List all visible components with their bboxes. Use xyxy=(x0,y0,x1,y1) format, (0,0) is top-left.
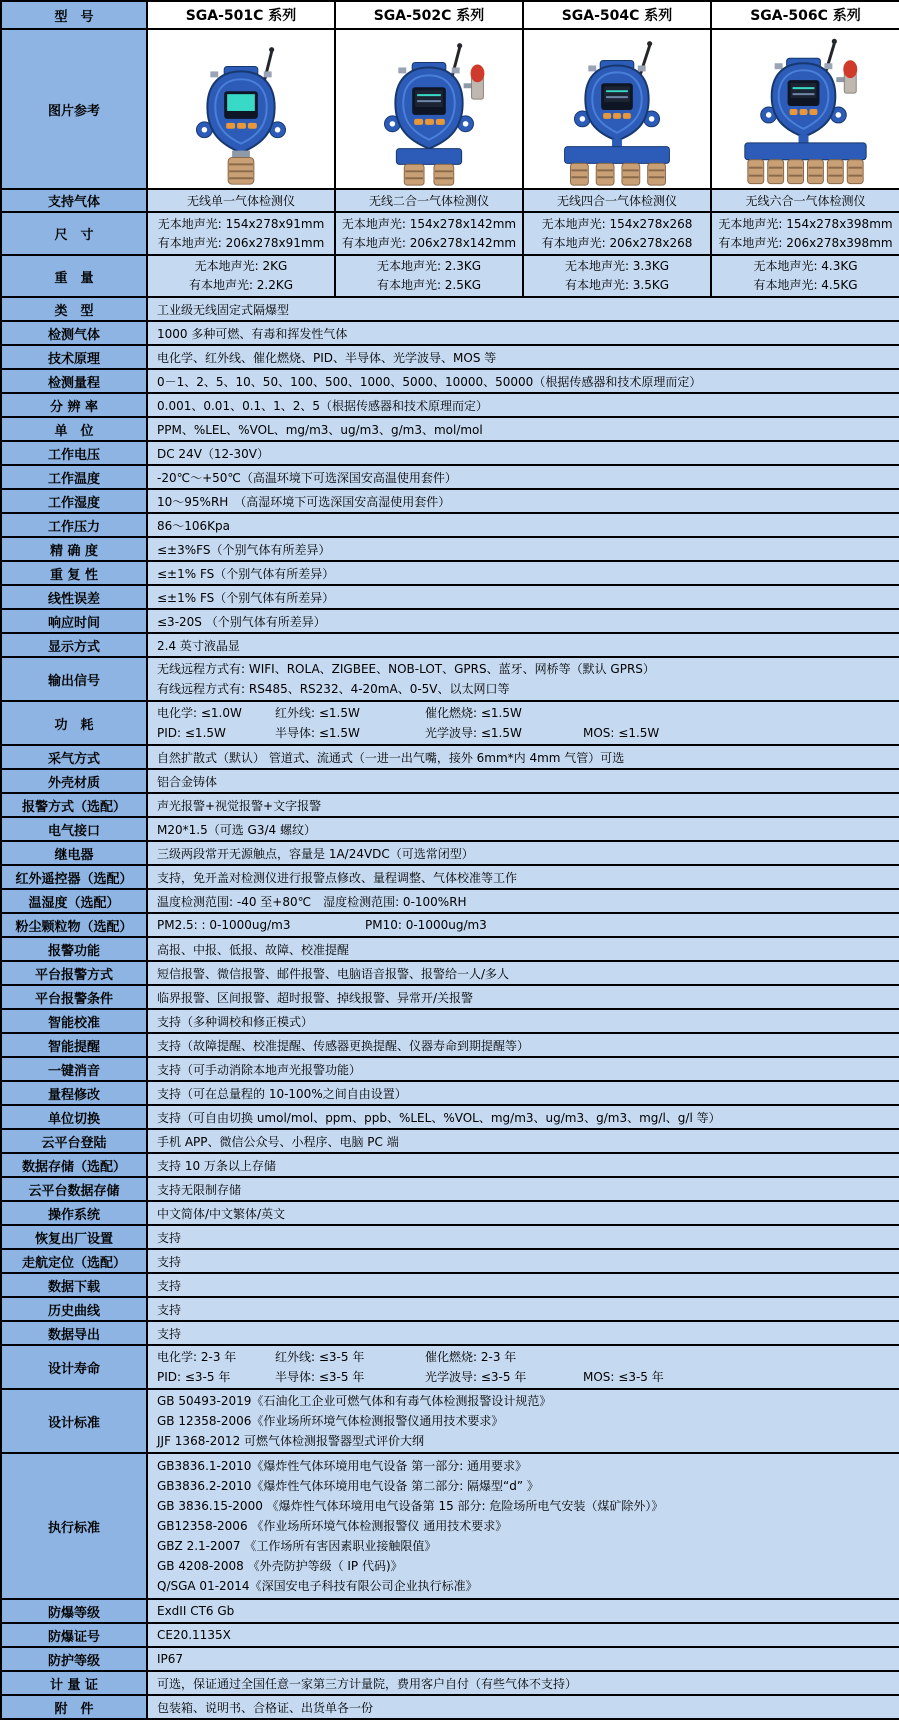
row-power-consumption xyxy=(1,701,899,745)
sensor-heads xyxy=(748,160,863,184)
row-explosion-proof-cert xyxy=(1,1623,899,1647)
row-label: 电气接口 xyxy=(1,817,147,841)
row-label: 工作湿度 xyxy=(1,489,147,513)
row-value: 铝合金铸体 xyxy=(147,769,899,793)
row-cloud-data-storage xyxy=(1,1177,899,1201)
row-label: 温湿度（选配） xyxy=(1,889,147,913)
row-label: 工作压力 xyxy=(1,513,147,537)
row-weight xyxy=(1,255,899,297)
row-resolution xyxy=(1,393,899,417)
row-history-curve xyxy=(1,1297,899,1321)
row-value: 支持 xyxy=(147,1297,899,1321)
row-value: PM2.5: : 0-1000ug/m3 PM10: 0-1000ug/m3 xyxy=(147,913,899,937)
model-name-sga-502c: SGA-502C 系列 xyxy=(335,1,523,29)
row-dimensions xyxy=(1,212,899,255)
row-working-pressure xyxy=(1,513,899,537)
row-label: 检测量程 xyxy=(1,369,147,393)
row-label: 重 复 性 xyxy=(1,561,147,585)
cell: 无本地声光: 3.3KG 有本地声光: 3.5KG xyxy=(523,255,711,297)
row-label: 数据存储（选配） xyxy=(1,1153,147,1177)
row-detected-gases xyxy=(1,321,899,345)
row-label: 分 辨 率 xyxy=(1,393,147,417)
row-label: 精 确 度 xyxy=(1,537,147,561)
row-ir-remote xyxy=(1,865,899,889)
row-display-mode xyxy=(1,633,899,657)
row-label: 尺 寸 xyxy=(1,212,147,255)
row-value: 支持，免开盖对检测仪进行报警点修改、量程调整、气体校准等工作 xyxy=(147,865,899,889)
row-label: 走航定位（选配） xyxy=(1,1249,147,1273)
row-metrology-cert xyxy=(1,1671,899,1695)
cell: 无本地声光: 154x278x91mm 有本地声光: 206x278x91mm xyxy=(147,212,335,255)
row-value: 电化学: ≤1.0W 红外线: ≤1.5W 催化燃烧: ≤1.5W PID: ≤1.5W 半导体: ≤1.5W 光学波导: ≤1.5W MOS: ≤1.5W xyxy=(147,701,899,745)
row-label: 支持气体 xyxy=(1,189,147,212)
row-housing-material xyxy=(1,769,899,793)
cell: 无本地声光: 2.3KG 有本地声光: 2.5KG xyxy=(335,255,523,297)
device-1-sensor-image xyxy=(149,31,333,187)
row-label: 检测气体 xyxy=(1,321,147,345)
row-smart-reminder xyxy=(1,1033,899,1057)
row-output-signal xyxy=(1,657,899,701)
row-value: PPM、%LEL、%VOL、mg/m3、ug/m3、g/m3、mol/mol xyxy=(147,417,899,441)
row-value: 临界报警、区间报警、超时报警、掉线报警、异常开/关报警 xyxy=(147,985,899,1009)
row-label: 重 量 xyxy=(1,255,147,297)
row-label: 单位切换 xyxy=(1,1105,147,1129)
row-units xyxy=(1,417,899,441)
row-value: M20*1.5（可选 G3/4 螺纹） xyxy=(147,817,899,841)
row-label: 历史曲线 xyxy=(1,1297,147,1321)
row-label: 云平台登陆 xyxy=(1,1129,147,1153)
cell: 无线单一气体检测仪 xyxy=(147,189,335,212)
row-label: 型 号 xyxy=(1,1,147,29)
product-image-cell xyxy=(711,29,899,189)
row-sampling-method xyxy=(1,745,899,769)
row-value: 自然扩散式（默认） 管道式、流通式（一进一出气嘴，接外 6mm*内 4mm 气管）可选 xyxy=(147,745,899,769)
row-value: 1000 多种可燃、有毒和挥发性气体 xyxy=(147,321,899,345)
row-value: 中文简体/中文繁体/英文 xyxy=(147,1201,899,1225)
row-platform-alarm-methods xyxy=(1,961,899,985)
row-type xyxy=(1,297,899,321)
row-label: 智能提醒 xyxy=(1,1033,147,1057)
row-label: 一键消音 xyxy=(1,1057,147,1081)
row-platform-alarm-conditions xyxy=(1,985,899,1009)
row-label: 报警功能 xyxy=(1,937,147,961)
row-design-life xyxy=(1,1345,899,1389)
row-temp-humidity-option xyxy=(1,889,899,913)
row-label: 恢复出厂设置 xyxy=(1,1225,147,1249)
row-technology xyxy=(1,345,899,369)
row-label: 防护等级 xyxy=(1,1647,147,1671)
row-value: 支持 xyxy=(147,1249,899,1273)
row-label: 工作温度 xyxy=(1,465,147,489)
row-dust-particles xyxy=(1,913,899,937)
row-one-key-mute xyxy=(1,1057,899,1081)
row-label: 设计寿命 xyxy=(1,1345,147,1389)
row-value: 86～106Kpa xyxy=(147,513,899,537)
row-label: 设计标准 xyxy=(1,1389,147,1453)
row-value: ExdII CT6 Gb xyxy=(147,1599,899,1623)
row-data-export xyxy=(1,1321,899,1345)
row-alarm-mode xyxy=(1,793,899,817)
device-2-sensor-image xyxy=(337,31,521,187)
row-label: 量程修改 xyxy=(1,1081,147,1105)
row-value: 短信报警、微信报警、邮件报警、电脑语音报警、报警给一人/多人 xyxy=(147,961,899,985)
cell: 无本地声光: 154x278x142mm 有本地声光: 206x278x142mm xyxy=(335,212,523,255)
row-value: CE20.1135X xyxy=(147,1623,899,1647)
row-value: 三级两段常开无源触点，容量是 1A/24VDC（可选常闭型） xyxy=(147,841,899,865)
product-image-cell xyxy=(147,29,335,189)
row-value: 0.001、0.01、0.1、1、2、5（根据传感器和技术原理而定） xyxy=(147,393,899,417)
row-value: ≤3-20S （个别气体有所差异） xyxy=(147,609,899,633)
row-value: 支持（可手动消除本地声光报警功能） xyxy=(147,1057,899,1081)
cell: 无本地声光: 154x278x398mm 有本地声光: 206x278x398mm xyxy=(711,212,899,255)
row-value: 支持 xyxy=(147,1273,899,1297)
row-label: 类 型 xyxy=(1,297,147,321)
row-executive-standards xyxy=(1,1453,899,1599)
alarm-beacon-icon xyxy=(464,64,485,99)
row-working-temperature xyxy=(1,465,899,489)
row-label: 线性误差 xyxy=(1,585,147,609)
row-value: 支持无限制存储 xyxy=(147,1177,899,1201)
row-label: 执行标准 xyxy=(1,1453,147,1599)
row-smart-calibration xyxy=(1,1009,899,1033)
row-value: 支持 10 万条以上存储 xyxy=(147,1153,899,1177)
row-value: 支持（可自由切换 umol/mol、ppm、ppb、%LEL、%VOL、mg/m3、ug/m3、g/m3、mg/l、g/l 等） xyxy=(147,1105,899,1129)
row-value: 包装箱、说明书、合格证、出货单各一份 xyxy=(147,1695,899,1719)
model-name-sga-504c: SGA-504C 系列 xyxy=(523,1,711,29)
row-label: 数据下载 xyxy=(1,1273,147,1297)
row-factory-reset xyxy=(1,1225,899,1249)
cell: 无线六合一气体检测仪 xyxy=(711,189,899,212)
row-value: -20℃～+50℃（高温环境下可选深国安高温使用套件） xyxy=(147,465,899,489)
row-accessories xyxy=(1,1695,899,1719)
row-value: 高报、中报、低报、故障、校准提醒 xyxy=(147,937,899,961)
row-label: 操作系统 xyxy=(1,1201,147,1225)
row-value: IP67 xyxy=(147,1647,899,1671)
row-range xyxy=(1,369,899,393)
row-value: 0－1、2、5、10、50、100、500、1000、5000、10000、50000（根据传感器和技术原理而定） xyxy=(147,369,899,393)
row-label: 单 位 xyxy=(1,417,147,441)
row-value: 工业级无线固定式隔爆型 xyxy=(147,297,899,321)
sensor-heads xyxy=(404,164,453,185)
row-data-storage xyxy=(1,1153,899,1177)
row-value: 支持 xyxy=(147,1321,899,1345)
row-label: 继电器 xyxy=(1,841,147,865)
row-images xyxy=(1,29,899,189)
row-label: 云平台数据存储 xyxy=(1,1177,147,1201)
row-working-humidity xyxy=(1,489,899,513)
row-label: 工作电压 xyxy=(1,441,147,465)
row-operating-system xyxy=(1,1201,899,1225)
row-value: 手机 APP、微信公众号、小程序、电脑 PC 端 xyxy=(147,1129,899,1153)
row-navigation-positioning xyxy=(1,1249,899,1273)
row-value: ≤±1% FS（个别气体有所差异） xyxy=(147,561,899,585)
model-name-sga-506c: SGA-506C 系列 xyxy=(711,1,899,29)
alarm-beacon-icon xyxy=(836,60,857,93)
cell: 无线四合一气体检测仪 xyxy=(523,189,711,212)
row-linearity-error xyxy=(1,585,899,609)
row-value: 声光报警+视觉报警+文字报警 xyxy=(147,793,899,817)
row-response-time xyxy=(1,609,899,633)
row-label: 粉尘颗粒物（选配） xyxy=(1,913,147,937)
row-explosion-proof-grade xyxy=(1,1599,899,1623)
row-protection-grade xyxy=(1,1647,899,1671)
row-value: GB 50493-2019《石油化工企业可燃气体和有毒气体检测报警设计规范》 GB 12358-2006《作业场所环境气体检测报警仪通用技术要求》 JJF 1368-2012 可燃气体检测报警器型式评价大纲 xyxy=(147,1389,899,1453)
row-label: 防爆等级 xyxy=(1,1599,147,1623)
row-cloud-login xyxy=(1,1129,899,1153)
cell: 无本地声光: 154x278x268 有本地声光: 206x278x268 xyxy=(523,212,711,255)
row-label: 图片参考 xyxy=(1,29,147,189)
row-electrical-interface xyxy=(1,817,899,841)
sensor-heads xyxy=(571,163,666,185)
row-unit-switching xyxy=(1,1105,899,1129)
row-data-download xyxy=(1,1273,899,1297)
row-label: 采气方式 xyxy=(1,745,147,769)
row-value: ≤±3%FS（个别气体有所差异） xyxy=(147,537,899,561)
row-label: 附 件 xyxy=(1,1695,147,1719)
row-range-modification xyxy=(1,1081,899,1105)
row-label: 外壳材质 xyxy=(1,769,147,793)
row-value: DC 24V（12-30V） xyxy=(147,441,899,465)
row-voltage xyxy=(1,441,899,465)
cell: 无线二合一气体检测仪 xyxy=(335,189,523,212)
row-label: 响应时间 xyxy=(1,609,147,633)
row-value: 电化学: 2-3 年 红外线: ≤3-5 年 催化燃烧: 2-3 年 PID: ≤3-5 年 半导体: ≤3-5 年 光学波导: ≤3-5 年 MOS: ≤3-5 年 xyxy=(147,1345,899,1389)
row-supported-gas xyxy=(1,189,899,212)
row-design-standards xyxy=(1,1389,899,1453)
row-value: 支持（故障提醒、校准提醒、传感器更换提醒、仪器寿命到期提醒等） xyxy=(147,1033,899,1057)
device-4-sensor-image xyxy=(525,31,709,187)
row-label: 平台报警方式 xyxy=(1,961,147,985)
cell: 无本地声光: 4.3KG 有本地声光: 4.5KG xyxy=(711,255,899,297)
row-label: 输出信号 xyxy=(1,657,147,701)
row-label: 数据导出 xyxy=(1,1321,147,1345)
row-label: 防爆证号 xyxy=(1,1623,147,1647)
row-label: 功 耗 xyxy=(1,701,147,745)
row-label: 报警方式（选配） xyxy=(1,793,147,817)
row-value: 电化学、红外线、催化燃烧、PID、半导体、光学波导、MOS 等 xyxy=(147,345,899,369)
row-value: 无线远程方式有: WIFI、ROLA、ZIGBEE、NOB-LOT、GPRS、蓝牙、网桥等（默认 GPRS） 有线远程方式有: RS485、RS232、4-20mA、0-5V、以太网口等 xyxy=(147,657,899,701)
row-label: 计 量 证 xyxy=(1,1671,147,1695)
row-relay xyxy=(1,841,899,865)
row-value: 2.4 英寸液晶显 xyxy=(147,633,899,657)
row-value: 支持（多种调校和修正模式） xyxy=(147,1009,899,1033)
model-name-sga-501c: SGA-501C 系列 xyxy=(147,1,335,29)
row-label: 智能校准 xyxy=(1,1009,147,1033)
product-image-cell xyxy=(335,29,523,189)
row-value: 支持 xyxy=(147,1225,899,1249)
row-label: 红外遥控器（选配） xyxy=(1,865,147,889)
row-value: 10～95%RH （高湿环境下可选深国安高湿使用套件） xyxy=(147,489,899,513)
device-6-sensor-image xyxy=(713,31,898,187)
row-value: GB3836.1-2010《爆炸性气体环境用电气设备 第一部分: 通用要求》 GB3836.2-2010《爆炸性气体环境用电气设备 第二部分: 隔爆型“d” 》 GB 3836.15-2000 《爆炸性气体环境用电气设备第 15 部分: 危险场所电气安装（煤矿除外）》 GB12358-2006 《作业场所环境气体检测报警仪 通用技术要求》 GBZ 2.1-2007 《工作场所有害因素职业接触限值》 GB 4208-2008 《外壳防护等级（ IP 代码)》 Q/SGA 01-2014《深国安电子科技有限公司企业执行标准》 xyxy=(147,1453,899,1599)
row-model xyxy=(1,1,899,29)
row-value: 可选，保证通过全国任意一家第三方计量院，费用客户自付（有些气体不支持） xyxy=(147,1671,899,1695)
row-label: 显示方式 xyxy=(1,633,147,657)
row-value: 支持（可在总量程的 10-100%之间自由设置） xyxy=(147,1081,899,1105)
row-repeatability xyxy=(1,561,899,585)
row-value: ≤±1% FS（个别气体有所差异） xyxy=(147,585,899,609)
row-label: 平台报警条件 xyxy=(1,985,147,1009)
cell: 无本地声光: 2KG 有本地声光: 2.2KG xyxy=(147,255,335,297)
row-label: 技术原理 xyxy=(1,345,147,369)
row-alarm-functions xyxy=(1,937,899,961)
row-accuracy xyxy=(1,537,899,561)
product-image-cell xyxy=(523,29,711,189)
row-value: 温度检测范围: -40 至+80℃ 湿度检测范围: 0-100%RH xyxy=(147,889,899,913)
